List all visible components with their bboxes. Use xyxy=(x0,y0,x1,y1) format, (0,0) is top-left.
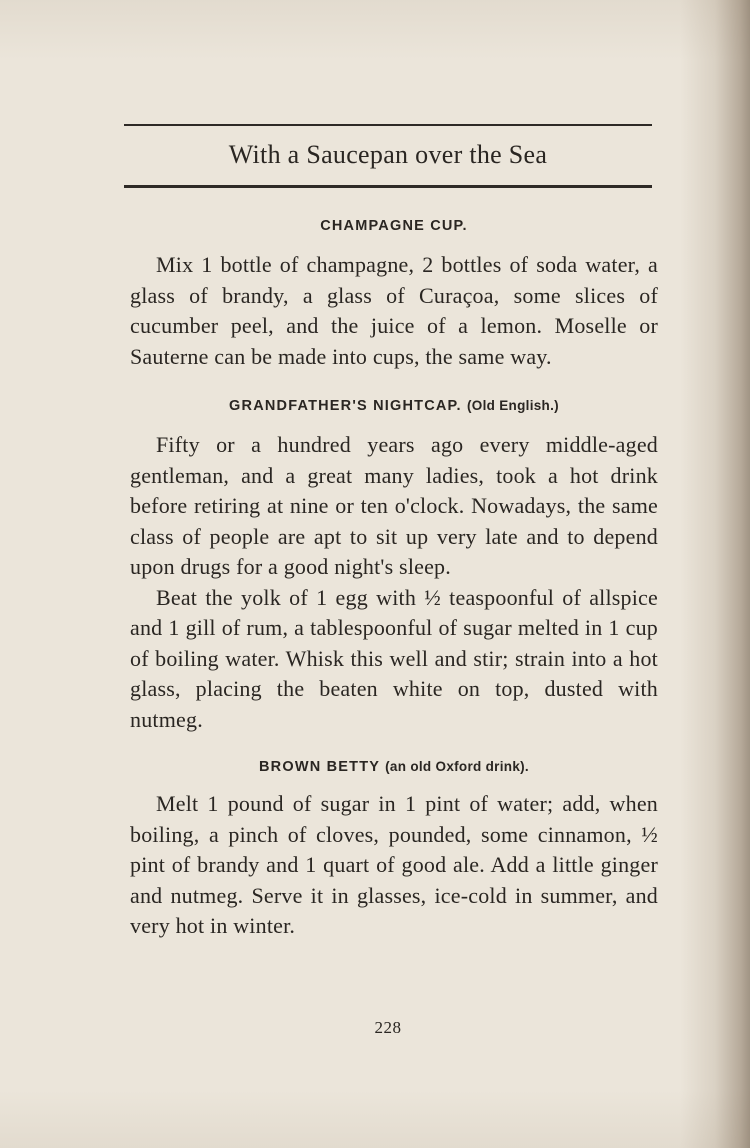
running-head: With a Saucepan over the Sea xyxy=(228,140,548,169)
header-top-rule xyxy=(124,124,652,126)
recipe-paragraph: Mix 1 bottle of champagne, 2 bottles of soda water, a glass of brandy, a glass of Curaçoa, some slices of cucumber peel, and the juice of a lemon. Moselle or Sauterne can be made into cups, the same way. xyxy=(130,252,658,369)
recipe-title: CHAMPAGNE CUP. xyxy=(320,218,468,234)
recipe-title: GRANDFATHER'S NIGHTCAP. xyxy=(229,398,462,414)
recipe-paragraph: Melt 1 pound of sugar in 1 pint of water; add, when boiling, a pinch of cloves, pounded, some cinnamon, ½ pint of brandy and 1 quart of good ale. Add a little ginger and nutmeg. Serve it in glasses, ice-cold in summer, and very hot in winter. xyxy=(130,791,658,938)
header-bottom-rule xyxy=(124,185,652,188)
recipe-heading-brown-betty xyxy=(130,757,658,777)
recipe-title: BROWN BETTY xyxy=(259,759,380,775)
page-body xyxy=(130,212,658,942)
recipe-heading-grandfathers-nightcap xyxy=(130,396,658,416)
recipe-paragraph: Beat the yolk of 1 egg with ½ teaspoonful of allspice and 1 gill of rum, a tablespoonful of sugar melted in 1 cup of boiling water. Whisk this well and stir; strain into a hot glass, placing the beaten white on top, dusted with nutmeg. xyxy=(130,584,658,732)
recipe-heading-champagne-cup xyxy=(130,216,658,236)
recipe-paragraph: Fifty or a hundred years ago every middle-aged gentleman, and a great many ladies, took a hot drink before retiring at nine or ten o'clock. Nowadays, the same class of people are apt to sit up very late and to depend upon drugs for a good night's sleep. xyxy=(130,432,658,579)
page-number: 228 xyxy=(374,1018,402,1037)
recipe-subtitle: (Old English.) xyxy=(467,398,559,413)
recipe-subtitle: (an old Oxford drink). xyxy=(385,759,529,774)
